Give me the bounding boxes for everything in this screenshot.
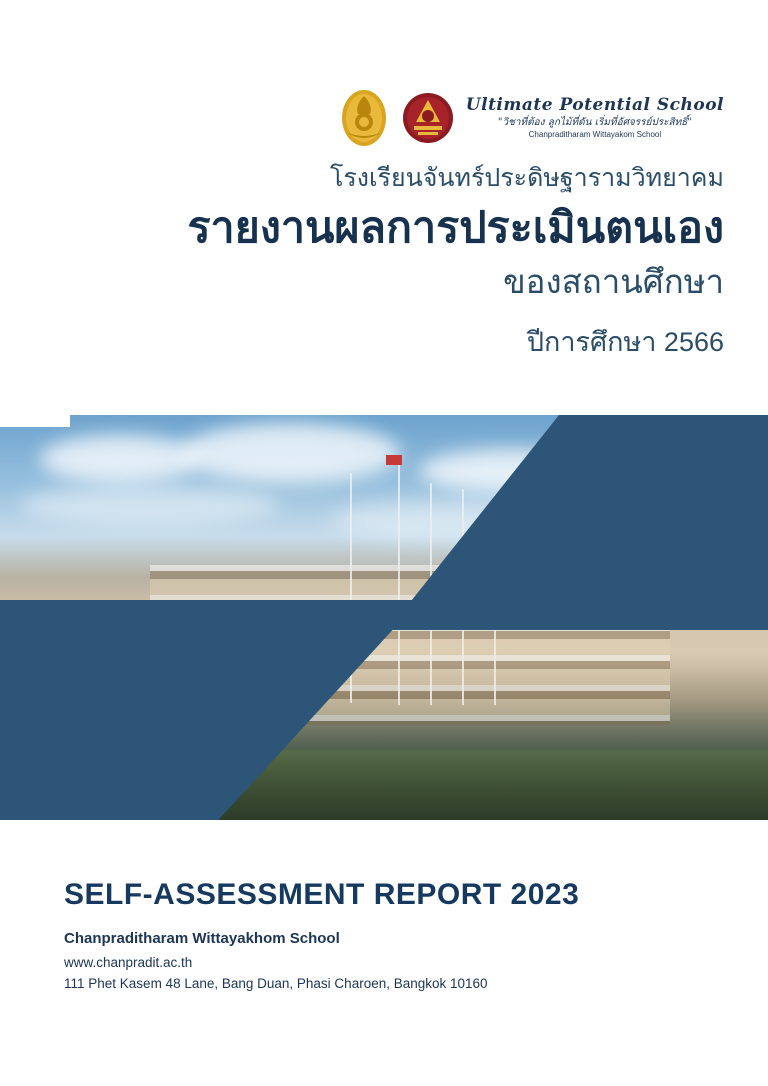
logo-row [336, 88, 724, 148]
flag-icon [386, 455, 402, 465]
academic-year-thai: ปีการศึกษา 2566 [526, 327, 724, 358]
chanpraditharam-school-seal-icon [400, 88, 456, 148]
school-name-thai: โรงเรียนจันทร์ประดิษฐารามวิทยาคม [329, 164, 724, 192]
school-name-english: Chanpraditharam Wittayakhom School [64, 930, 340, 947]
white-notch [0, 415, 70, 427]
cover-footer [64, 878, 579, 997]
school-website[interactable]: www.chanpradit.ac.th [64, 955, 193, 970]
report-title-english: SELF-ASSESSMENT REPORT 2023 [64, 878, 580, 911]
cover-photo-band [0, 415, 768, 820]
brand-tagline: Ultimate Potential School [465, 95, 724, 116]
thai-ministry-of-education-seal-icon [336, 88, 392, 148]
brand-school-name-en: Chanpraditharam Wittayakom School [528, 129, 662, 139]
school-brand-text [466, 96, 724, 139]
report-title-thai: รายงานผลการประเมินตนเอง [187, 204, 724, 252]
report-subtitle-thai: ของสถานศึกษา [503, 263, 724, 301]
title-block [187, 158, 724, 363]
school-address: 111 Phet Kasem 48 Lane, Bang Duan, Phasi Charoen, Bangkok 10160 [64, 976, 488, 991]
brand-motto-thai: "วิชาที่ต้อง ลูกไม้ที่ดัน เริ่มที่อัศจรรย์ประสิทธิ์" [497, 116, 692, 128]
